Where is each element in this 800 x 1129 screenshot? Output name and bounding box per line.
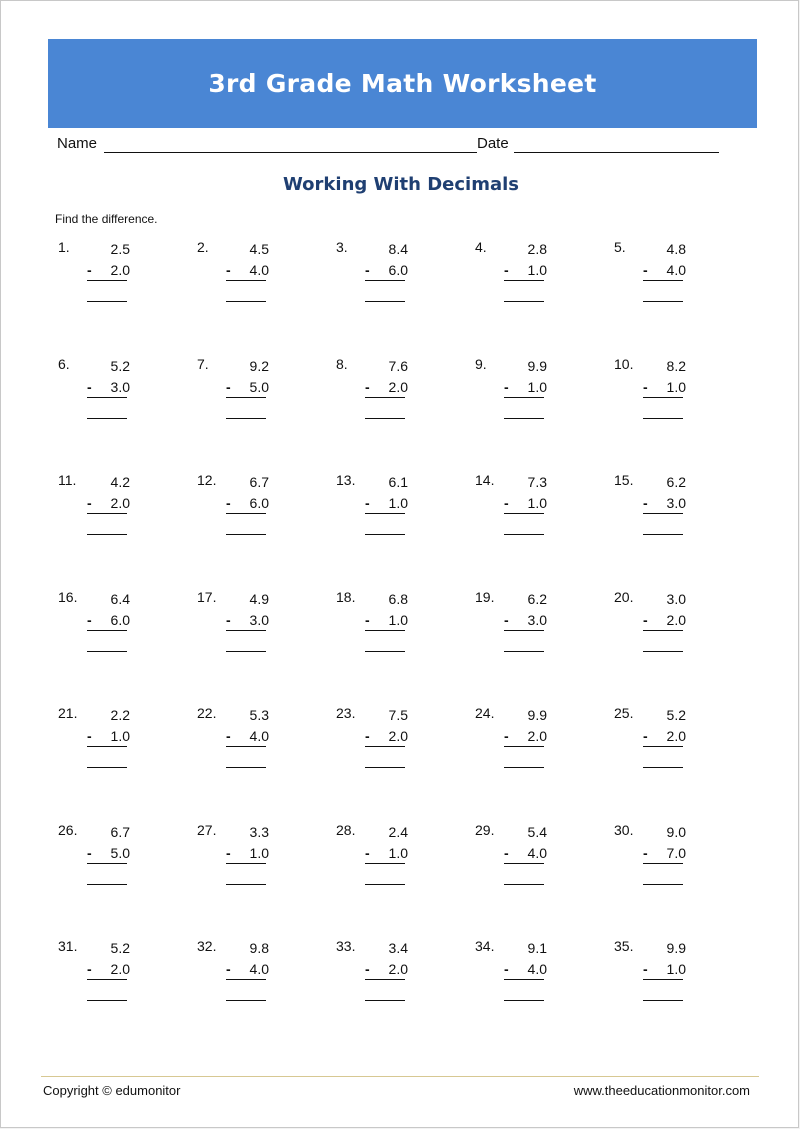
sum-rule xyxy=(226,513,266,514)
problem-item xyxy=(614,938,734,1008)
sum-rule xyxy=(643,746,683,747)
sum-rule xyxy=(504,979,544,980)
problem-number: 27. xyxy=(197,822,217,838)
sum-rule xyxy=(365,746,405,747)
answer-line[interactable] xyxy=(365,534,405,535)
problem-number: 4. xyxy=(475,239,487,255)
subtrahend: 2.0 xyxy=(388,728,408,744)
minus-sign: - xyxy=(365,379,370,395)
sum-rule xyxy=(504,513,544,514)
problem-number: 6. xyxy=(58,356,70,372)
minus-sign: - xyxy=(365,612,370,628)
subtrahend: 1.0 xyxy=(666,961,686,977)
subtrahend: 7.0 xyxy=(666,845,686,861)
minus-sign: - xyxy=(87,612,92,628)
problem-number: 21. xyxy=(58,705,78,721)
problem-item xyxy=(336,589,456,659)
minus-sign: - xyxy=(643,845,648,861)
answer-line[interactable] xyxy=(504,534,544,535)
name-label: Name xyxy=(57,135,98,152)
problem-number: 34. xyxy=(475,938,495,954)
answer-line[interactable] xyxy=(504,301,544,302)
answer-line[interactable] xyxy=(643,534,683,535)
minus-sign: - xyxy=(643,612,648,628)
subtrahend: 3.0 xyxy=(666,495,686,511)
problem-item xyxy=(197,589,317,659)
sum-rule xyxy=(226,863,266,864)
answer-line[interactable] xyxy=(87,1000,127,1001)
title-banner xyxy=(48,39,757,128)
minuend: 9.9 xyxy=(527,358,547,374)
minus-sign: - xyxy=(643,262,648,278)
minuend: 5.2 xyxy=(110,358,130,374)
footer-divider xyxy=(41,1076,759,1077)
subtrahend: 4.0 xyxy=(527,845,547,861)
sum-rule xyxy=(365,397,405,398)
sum-rule xyxy=(643,863,683,864)
minus-sign: - xyxy=(87,845,92,861)
answer-line[interactable] xyxy=(226,418,266,419)
minus-sign: - xyxy=(643,379,648,395)
problem-number: 32. xyxy=(197,938,217,954)
minuend: 5.4 xyxy=(527,824,547,840)
minuend: 9.9 xyxy=(527,707,547,723)
problem-item xyxy=(58,822,178,892)
sum-rule xyxy=(87,513,127,514)
problem-number: 10. xyxy=(614,356,634,372)
answer-line[interactable] xyxy=(87,767,127,768)
subtrahend: 2.0 xyxy=(388,379,408,395)
problem-number: 29. xyxy=(475,822,495,838)
minus-sign: - xyxy=(504,961,509,977)
problem-number: 5. xyxy=(614,239,626,255)
minuend: 3.3 xyxy=(249,824,269,840)
sum-rule xyxy=(87,863,127,864)
minuend: 7.3 xyxy=(527,474,547,490)
minus-sign: - xyxy=(365,262,370,278)
problem-item xyxy=(475,472,595,542)
answer-line[interactable] xyxy=(643,884,683,885)
problem-item xyxy=(614,472,734,542)
subtrahend: 1.0 xyxy=(388,495,408,511)
answer-line[interactable] xyxy=(365,1000,405,1001)
problem-number: 23. xyxy=(336,705,356,721)
student-info-row xyxy=(57,135,720,157)
problem-item xyxy=(614,356,734,426)
minus-sign: - xyxy=(226,961,231,977)
minuend: 6.2 xyxy=(527,591,547,607)
minus-sign: - xyxy=(504,379,509,395)
problem-number: 20. xyxy=(614,589,634,605)
subtrahend: 2.0 xyxy=(388,961,408,977)
minuend: 3.0 xyxy=(666,591,686,607)
subtrahend: 1.0 xyxy=(527,262,547,278)
minus-sign: - xyxy=(226,262,231,278)
problem-item xyxy=(475,822,595,892)
minuend: 2.5 xyxy=(110,241,130,257)
minus-sign: - xyxy=(226,845,231,861)
answer-line[interactable] xyxy=(226,534,266,535)
problem-item xyxy=(614,822,734,892)
problem-number: 19. xyxy=(475,589,495,605)
minuend: 2.4 xyxy=(388,824,408,840)
problem-item xyxy=(475,239,595,309)
minus-sign: - xyxy=(87,262,92,278)
minuend: 4.9 xyxy=(249,591,269,607)
subtrahend: 1.0 xyxy=(666,379,686,395)
problem-number: 7. xyxy=(197,356,209,372)
problem-item xyxy=(197,239,317,309)
problem-number: 35. xyxy=(614,938,634,954)
problem-item xyxy=(475,589,595,659)
minus-sign: - xyxy=(226,379,231,395)
minuend: 9.0 xyxy=(666,824,686,840)
problem-item xyxy=(197,356,317,426)
minus-sign: - xyxy=(365,961,370,977)
sum-rule xyxy=(226,630,266,631)
subtrahend: 6.0 xyxy=(110,612,130,628)
problem-item xyxy=(336,822,456,892)
sum-rule xyxy=(504,397,544,398)
minuend: 6.7 xyxy=(249,474,269,490)
sum-rule xyxy=(87,746,127,747)
problem-number: 13. xyxy=(336,472,356,488)
answer-line[interactable] xyxy=(226,884,266,885)
subtrahend: 1.0 xyxy=(527,495,547,511)
date-label: Date xyxy=(477,135,509,152)
subtrahend: 2.0 xyxy=(110,961,130,977)
sum-rule xyxy=(504,280,544,281)
problem-number: 26. xyxy=(58,822,78,838)
sum-rule xyxy=(643,280,683,281)
problem-item xyxy=(58,472,178,542)
sum-rule xyxy=(643,630,683,631)
answer-line[interactable] xyxy=(226,1000,266,1001)
subtrahend: 2.0 xyxy=(666,728,686,744)
date-field-line[interactable] xyxy=(514,152,719,153)
minus-sign: - xyxy=(365,845,370,861)
problem-item xyxy=(197,938,317,1008)
sum-rule xyxy=(365,513,405,514)
problem-number: 9. xyxy=(475,356,487,372)
instruction-text: Find the difference. xyxy=(55,212,158,226)
problem-number: 25. xyxy=(614,705,634,721)
answer-line[interactable] xyxy=(643,651,683,652)
problem-item xyxy=(336,239,456,309)
answer-line[interactable] xyxy=(643,418,683,419)
subtrahend: 1.0 xyxy=(110,728,130,744)
sum-rule xyxy=(226,746,266,747)
problem-item xyxy=(336,705,456,775)
subtrahend: 5.0 xyxy=(110,845,130,861)
answer-line[interactable] xyxy=(87,884,127,885)
minus-sign: - xyxy=(365,495,370,511)
subtrahend: 6.0 xyxy=(249,495,269,511)
problem-item xyxy=(58,356,178,426)
sum-rule xyxy=(365,979,405,980)
problem-item xyxy=(336,938,456,1008)
minuend: 4.8 xyxy=(666,241,686,257)
problem-number: 12. xyxy=(197,472,217,488)
minuend: 8.2 xyxy=(666,358,686,374)
sum-rule xyxy=(226,979,266,980)
answer-line[interactable] xyxy=(87,651,127,652)
problem-number: 2. xyxy=(197,239,209,255)
minuend: 8.4 xyxy=(388,241,408,257)
minuend: 4.5 xyxy=(249,241,269,257)
problem-item xyxy=(336,356,456,426)
problem-number: 16. xyxy=(58,589,78,605)
subtrahend: 2.0 xyxy=(110,495,130,511)
worksheet-title: 3rd Grade Math Worksheet xyxy=(208,69,597,98)
sum-rule xyxy=(87,979,127,980)
problem-item xyxy=(58,938,178,1008)
problem-item xyxy=(197,705,317,775)
sum-rule xyxy=(365,863,405,864)
problem-number: 31. xyxy=(58,938,78,954)
minus-sign: - xyxy=(226,495,231,511)
problem-item xyxy=(614,589,734,659)
minuend: 7.6 xyxy=(388,358,408,374)
problem-item xyxy=(475,356,595,426)
problem-number: 18. xyxy=(336,589,356,605)
problem-number: 33. xyxy=(336,938,356,954)
minus-sign: - xyxy=(643,728,648,744)
answer-line[interactable] xyxy=(226,651,266,652)
sum-rule xyxy=(87,280,127,281)
sum-rule xyxy=(226,397,266,398)
minuend: 3.4 xyxy=(388,940,408,956)
minus-sign: - xyxy=(504,612,509,628)
minus-sign: - xyxy=(504,262,509,278)
minus-sign: - xyxy=(504,495,509,511)
minuend: 6.1 xyxy=(388,474,408,490)
sum-rule xyxy=(643,397,683,398)
answer-line[interactable] xyxy=(504,884,544,885)
subtrahend: 4.0 xyxy=(249,728,269,744)
minuend: 2.2 xyxy=(110,707,130,723)
problem-number: 3. xyxy=(336,239,348,255)
minuend: 7.5 xyxy=(388,707,408,723)
subtrahend: 2.0 xyxy=(666,612,686,628)
subtrahend: 1.0 xyxy=(527,379,547,395)
problem-item xyxy=(58,589,178,659)
subtrahend: 4.0 xyxy=(249,262,269,278)
answer-line[interactable] xyxy=(226,301,266,302)
minuend: 4.2 xyxy=(110,474,130,490)
answer-line[interactable] xyxy=(87,301,127,302)
problem-number: 24. xyxy=(475,705,495,721)
subtrahend: 4.0 xyxy=(527,961,547,977)
answer-line[interactable] xyxy=(365,884,405,885)
minus-sign: - xyxy=(87,961,92,977)
problem-number: 22. xyxy=(197,705,217,721)
subtrahend: 4.0 xyxy=(666,262,686,278)
sum-rule xyxy=(226,280,266,281)
subtrahend: 2.0 xyxy=(527,728,547,744)
minuend: 5.3 xyxy=(249,707,269,723)
minuend: 9.1 xyxy=(527,940,547,956)
minuend: 6.8 xyxy=(388,591,408,607)
copyright-text: Copyright © edumonitor xyxy=(43,1083,181,1098)
answer-line[interactable] xyxy=(643,1000,683,1001)
problem-item xyxy=(475,938,595,1008)
minuend: 5.2 xyxy=(110,940,130,956)
answer-line[interactable] xyxy=(504,1000,544,1001)
problem-item xyxy=(475,705,595,775)
answer-line[interactable] xyxy=(504,767,544,768)
minus-sign: - xyxy=(504,845,509,861)
subtrahend: 1.0 xyxy=(388,845,408,861)
website-text: www.theeducationmonitor.com xyxy=(573,1083,750,1098)
sum-rule xyxy=(504,863,544,864)
minuend: 6.4 xyxy=(110,591,130,607)
problem-number: 11. xyxy=(58,472,77,488)
minus-sign: - xyxy=(87,379,92,395)
problem-item xyxy=(614,239,734,309)
minuend: 5.2 xyxy=(666,707,686,723)
problem-number: 30. xyxy=(614,822,634,838)
answer-line[interactable] xyxy=(365,301,405,302)
problem-item xyxy=(197,822,317,892)
answer-line[interactable] xyxy=(643,301,683,302)
minuend: 9.9 xyxy=(666,940,686,956)
sum-rule xyxy=(504,630,544,631)
name-field-line[interactable] xyxy=(104,152,477,153)
answer-line[interactable] xyxy=(365,418,405,419)
problem-item xyxy=(58,239,178,309)
minus-sign: - xyxy=(87,495,92,511)
problem-item xyxy=(614,705,734,775)
minus-sign: - xyxy=(87,728,92,744)
answer-line[interactable] xyxy=(643,767,683,768)
answer-line[interactable] xyxy=(87,418,127,419)
section-title: Working With Decimals xyxy=(282,174,520,195)
minuend: 6.2 xyxy=(666,474,686,490)
minus-sign: - xyxy=(643,961,648,977)
problem-item xyxy=(336,472,456,542)
minus-sign: - xyxy=(643,495,648,511)
sum-rule xyxy=(365,630,405,631)
problem-item xyxy=(58,705,178,775)
minuend: 9.8 xyxy=(249,940,269,956)
sum-rule xyxy=(643,979,683,980)
problem-item xyxy=(197,472,317,542)
answer-line[interactable] xyxy=(365,767,405,768)
minus-sign: - xyxy=(226,728,231,744)
sum-rule xyxy=(504,746,544,747)
subtrahend: 3.0 xyxy=(527,612,547,628)
subtrahend: 1.0 xyxy=(249,845,269,861)
problem-number: 17. xyxy=(197,589,217,605)
subtrahend: 3.0 xyxy=(249,612,269,628)
problem-number: 1. xyxy=(58,239,70,255)
minuend: 2.8 xyxy=(527,241,547,257)
answer-line[interactable] xyxy=(365,651,405,652)
minuend: 6.7 xyxy=(110,824,130,840)
sum-rule xyxy=(643,513,683,514)
answer-line[interactable] xyxy=(504,418,544,419)
minuend: 9.2 xyxy=(249,358,269,374)
minus-sign: - xyxy=(365,728,370,744)
problem-number: 15. xyxy=(614,472,634,488)
subtrahend: 6.0 xyxy=(388,262,408,278)
subtrahend: 4.0 xyxy=(249,961,269,977)
answer-line[interactable] xyxy=(226,767,266,768)
answer-line[interactable] xyxy=(87,534,127,535)
sum-rule xyxy=(365,280,405,281)
minus-sign: - xyxy=(226,612,231,628)
subtrahend: 2.0 xyxy=(110,262,130,278)
problem-number: 14. xyxy=(475,472,495,488)
subtrahend: 3.0 xyxy=(110,379,130,395)
sum-rule xyxy=(87,630,127,631)
sum-rule xyxy=(87,397,127,398)
answer-line[interactable] xyxy=(504,651,544,652)
problem-number: 8. xyxy=(336,356,348,372)
problem-number: 28. xyxy=(336,822,356,838)
subtrahend: 5.0 xyxy=(249,379,269,395)
subtrahend: 1.0 xyxy=(388,612,408,628)
minus-sign: - xyxy=(504,728,509,744)
